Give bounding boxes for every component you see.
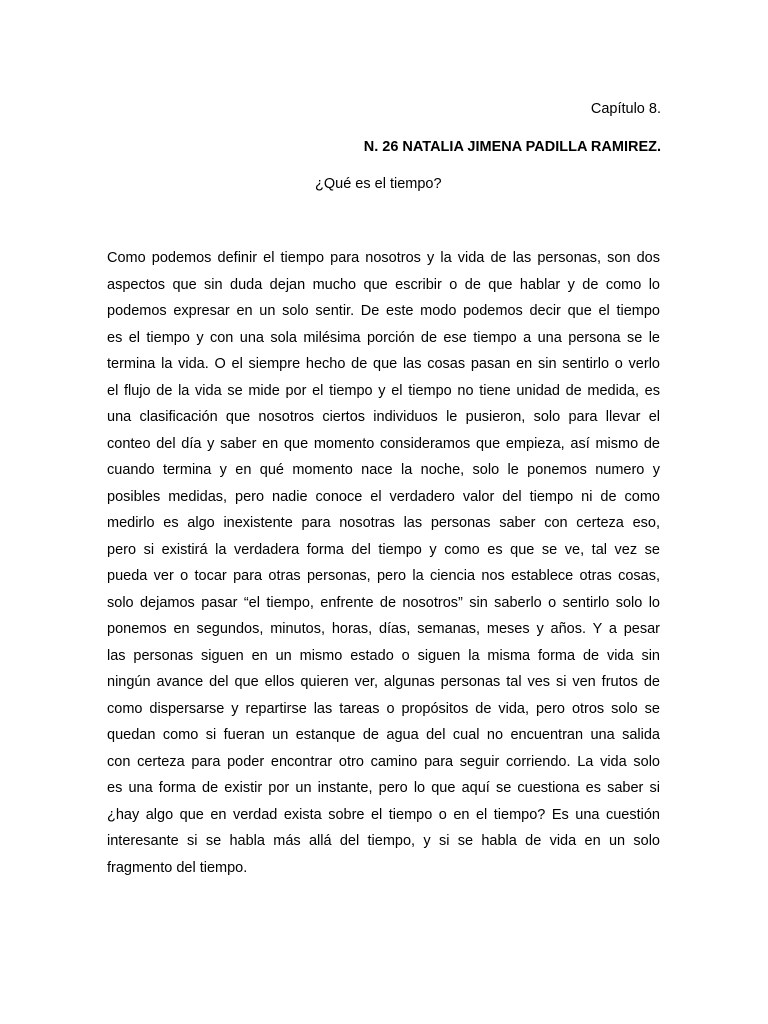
- paragraph-line: quedan como si fueran un estanque de agua del cual no encuentran una salida: [107, 727, 660, 743]
- paragraph-line: posibles medidas, pero nadie conoce el verdadero valor del tiempo ni de como: [107, 488, 660, 505]
- paragraph-line: conteo del día y saber en que momento consideramos que empieza, así mismo de: [107, 435, 660, 452]
- section-title: ¿Qué es el tiempo?: [315, 176, 442, 192]
- author-name: N. 26 NATALIA JIMENA PADILLA RAMIREZ.: [363, 139, 661, 155]
- paragraph-line: fragmento del tiempo.: [107, 859, 248, 876]
- paragraph-line: el flujo de la vida se mide por el tiempo y el tiempo no tiene unidad de medida, es: [107, 382, 660, 399]
- body-paragraph: [107, 245, 660, 881]
- paragraph-line: ningún avance del que ellos quieren ver, algunas personas tal ves si ven frutos de: [107, 674, 660, 690]
- paragraph-line: cuando termina y en qué momento nace la noche, solo le ponemos numero y: [107, 462, 660, 478]
- paragraph-line: medirlo es algo inexistente para nosotras las personas saber con certeza eso,: [107, 515, 660, 531]
- paragraph-line: Como podemos definir el tiempo para nosotros y la vida de las personas, son dos: [107, 250, 660, 266]
- chapter-heading: Capítulo 8.: [590, 101, 661, 117]
- paragraph-line: interesante si se habla más allá del tiempo, y si se habla de vida en un solo: [107, 833, 660, 849]
- paragraph-line: podemos expresar en un solo sentir. De este modo podemos decir que el tiempo: [107, 303, 660, 319]
- paragraph-line: una clasificación que nosotros ciertos individuos le pusieron, solo para llevar el: [107, 409, 660, 425]
- paragraph-line: las personas siguen en un mismo estado o siguen la misma forma de vida sin: [107, 647, 660, 664]
- paragraph-line: solo dejamos pasar “el tiempo, enfrente de nosotros” sin saberlo o sentirlo solo lo: [107, 594, 660, 611]
- paragraph-line: aspectos que sin duda dejan mucho que escribir o de que hablar y de como lo: [107, 276, 660, 293]
- paragraph-line: es una forma de existir por un instante, pero lo que aquí se cuestiona es saber si: [107, 780, 660, 796]
- paragraph-line: ¿hay algo que en verdad exista sobre el tiempo o en el tiempo? Es una cuestión: [107, 806, 660, 823]
- paragraph-line: termina la vida. O el siempre hecho de que las cosas pasan en sin sentirlo o verlo: [107, 356, 660, 372]
- paragraph-line: como dispersarse y repartirse las tareas o propósitos de vida, pero otros solo se: [107, 700, 660, 717]
- paragraph-line: pueda ver o tocar para otras personas, pero la ciencia nos establece otras cosas,: [107, 568, 660, 584]
- paragraph-line: pero si existirá la verdadera forma del tiempo y como es que se ve, tal vez se: [107, 541, 660, 558]
- paragraph-line: ponemos en segundos, minutos, horas, días, semanas, meses y años. Y a pesar: [107, 621, 660, 637]
- paragraph-line: con certeza para poder encontrar otro camino para seguir corriendo. La vida solo: [107, 753, 660, 770]
- paragraph-line: es el tiempo y con una sola milésima porción de ese tiempo a una persona se le: [107, 329, 660, 346]
